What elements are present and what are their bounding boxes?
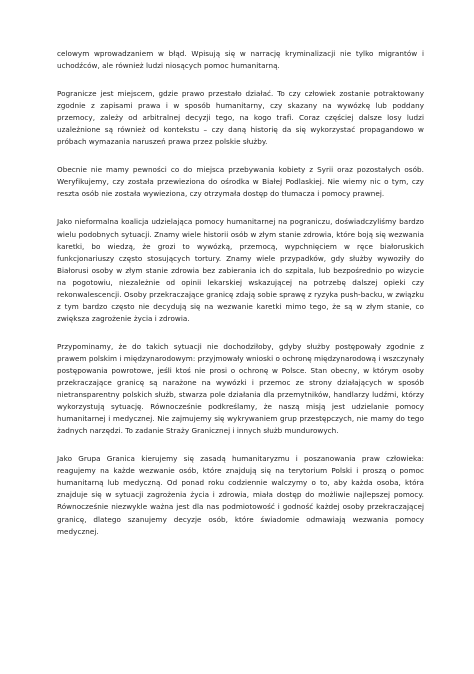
- paragraph-2: Pogranicze jest miejscem, gdzie prawo przestało działać. To czy człowiek zostanie potraktowany zgodnie z zapisami prawa i w sposób humanitarny, czy skazany na wywózkę lub poddany przemocy, zależy od arbitralnej decyzji tego, na kogo trafi. Coraz częściej dalsze losy ludzi uzależnione są również od kontekstu – czy daną historię da się wykorzystać propagandowo w próbach wymazania naruszeń prawa przez polskie służby.: [57, 89, 424, 147]
- paragraph-4: Jako nieformalna koalicja udzielająca pomocy humanitarnej na pograniczu, doświadczyliśmy bardzo wielu podobnych sytuacji. Znamy wiele historii osób w złym stanie zdrowia, które boją się wezwania karetki, bo wiedzą, że grozi to wywózką, przemocą, wypchnięciem w ręce białoruskich funkcjonariuszy często stosujących tortury. Znamy wiele przypadków, gdy służby wywoziły do Białorusi osoby w złym stanie zdrowia bez zabierania ich do szpitala, lub bezpośrednio po wizycie na pogotowiu, niezależnie od opinii lekarskiej wskazującej na potrzebę dalszej opieki czy rekonwalescencji. Osoby przekraczające granicę zdają sobie sprawę z ryzyka push-backu, w związku z tym bardzo często nie decydują się na wezwanie karetki mimo tego, że są w złym stanie, co zwiększa zagrożenie życia i zdrowia.: [57, 217, 424, 323]
- paragraph-6: Jako Grupa Granica kierujemy się zasadą humanitaryzmu i poszanowania praw człowieka: reagujemy na każde wezwanie osób, które znajdują się na terytorium Polski i proszą o pomoc humanitarną lub medyczną. Od ponad roku codziennie walczymy o to, aby każda osoba, która znajduje się w sytuacji zagrożenia życia i zdrowia, miała dostęp do możliwie najlepszej pomocy. Równocześnie niezwykle ważna jest dla nas podmiotowość i godność każdej osoby przekraczającej granicę, dlatego szanujemy decyzje osób, które świadomie odmawiają wezwania pomocy medycznej.: [57, 454, 424, 536]
- paragraph-5: Przypominamy, że do takich sytuacji nie dochodziłoby, gdyby służby postępowały zgodnie z prawem polskim i międzynarodowym: przyjmowały wnioski o ochronę międzynarodową i wszczynały postępowania powrotowe, jeśli ktoś nie prosi o ochronę w Polsce. Stan obecny, w którym osoby przekraczające granicę są narażone na wywózki i przemoc ze strony działających w sposób nietransparentny polskich służb, stwarza pole działania dla przemytników, handlarzy ludźmi, którzy wykorzystują sytuację. Równocześnie podkreślamy, że naszą misją jest udzielanie pomocy humanitarnej i medycznej. Nie zajmujemy się wykrywaniem grup przestępczych, nie mamy do tego żadnych narzędzi. To zadanie Straży Granicznej i innych służb mundurowych.: [57, 341, 424, 436]
- paragraph-3: Obecnie nie mamy pewności co do miejsca przebywania kobiety z Syrii oraz pozostałych osób. Weryfikujemy, czy została przewieziona do ośrodka w Białej Podlaskiej. Nie wiemy nic o tym, czy reszta osób nie została wywieziona, czy otrzymała dostęp do tłumacza i pomocy prawnej.: [57, 165, 424, 199]
- paragraph-1: celowym wprowadzaniem w błąd. Wpisują się w narrację kryminalizacji nie tylko migrantów i uchodźców, ale również ludzi niosących pomoc humanitarną.: [57, 49, 424, 71]
